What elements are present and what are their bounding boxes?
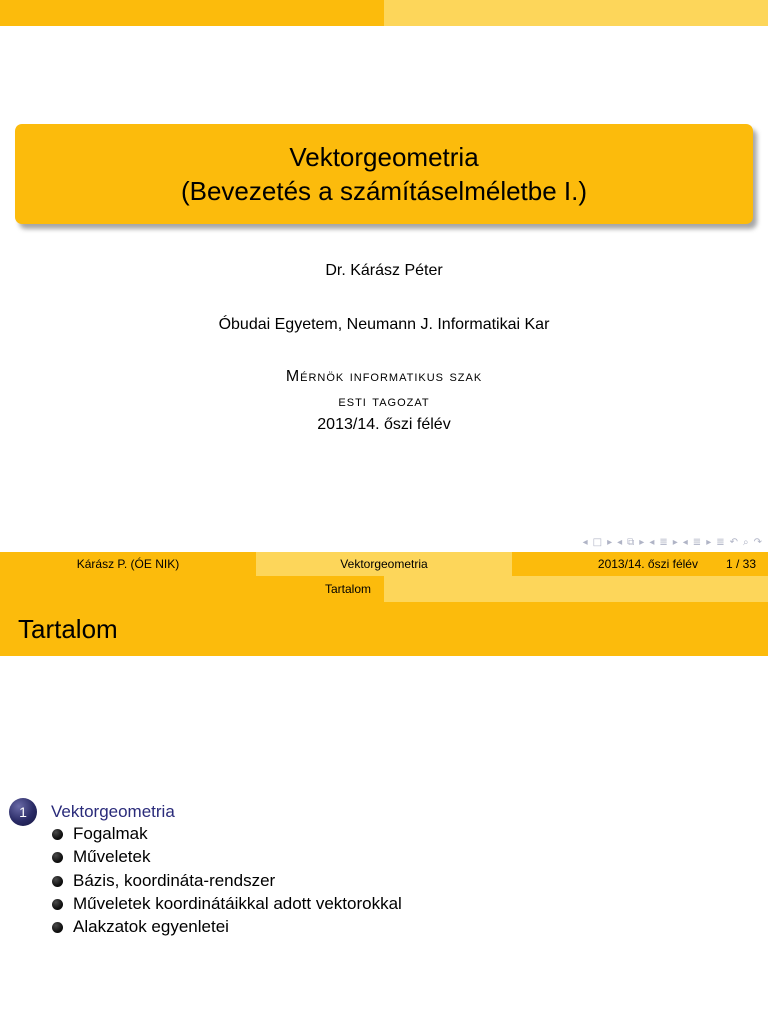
nav-search-icon[interactable]: ⌕ xyxy=(743,536,749,548)
top-header-strip xyxy=(0,0,768,26)
footer-title-box xyxy=(256,552,512,576)
nav-frame-icon[interactable]: ⧉ xyxy=(627,536,635,548)
bullet-icon xyxy=(52,829,63,840)
toc-section-item[interactable] xyxy=(9,798,175,826)
toc-subsection-item[interactable] xyxy=(0,916,768,939)
bullet-icon xyxy=(52,922,63,933)
bullet-icon xyxy=(52,876,63,887)
footer-date-box xyxy=(512,552,768,576)
bullet-icon xyxy=(52,899,63,910)
footer-page-number: 1 / 33 xyxy=(725,557,756,571)
header-strip-left xyxy=(0,0,384,26)
section-header-right xyxy=(384,576,768,602)
footer-title: Vektorgeometria xyxy=(340,557,428,571)
institute-name: Óbudai Egyetem, Neumann J. Informatikai Kar xyxy=(218,316,550,333)
nav-subsection-icon[interactable]: ≣ xyxy=(659,536,668,548)
slide-footer xyxy=(0,552,768,576)
nav-back-icon[interactable]: ↶ xyxy=(729,536,738,548)
presentation-title: Vektorgeometria xyxy=(289,142,479,172)
nav-next-section-icon[interactable]: ▸ xyxy=(706,536,712,548)
contents-slide xyxy=(0,552,768,1024)
toc-subsection-item[interactable] xyxy=(0,846,768,869)
program-name: Mérnök informatikus szak xyxy=(285,368,483,385)
section-header-label[interactable]: Tartalom xyxy=(324,582,371,596)
nav-section-icon[interactable]: ≣ xyxy=(692,536,702,548)
nav-appendix-icon[interactable]: ≣ xyxy=(716,536,725,548)
toc-subsection-title[interactable]: Alakzatok egyenletei xyxy=(73,917,229,936)
semester-date: 2013/14. őszi félév xyxy=(317,416,451,433)
footer-date: 2013/14. őszi félév xyxy=(597,557,698,571)
nav-next-subsection-icon[interactable]: ▸ xyxy=(672,536,678,548)
presentation-subtitle: (Bevezetés a számításelméletbe I.) xyxy=(180,176,588,206)
nav-prev-frame-icon[interactable]: ◂ xyxy=(617,536,623,548)
footer-author-box xyxy=(0,552,256,576)
nav-prev-subsection-icon[interactable]: ◂ xyxy=(649,536,655,548)
schedule-name: esti tagozat xyxy=(338,393,430,410)
section-header-left xyxy=(0,576,384,602)
toc-subsection-title[interactable]: Műveletek xyxy=(73,847,151,866)
toc-subsection-title[interactable]: Bázis, koordináta-rendszer xyxy=(73,871,276,890)
title-box xyxy=(15,124,753,224)
bullet-icon xyxy=(52,852,63,863)
frame-title: Tartalom xyxy=(0,602,768,656)
beamer-navigation-bar[interactable] xyxy=(583,534,762,550)
header-strip-right xyxy=(384,0,768,26)
nav-next-frame-icon[interactable]: ▸ xyxy=(639,536,645,548)
section-header-strip xyxy=(0,576,768,602)
nav-slide-icon[interactable]: □ xyxy=(592,536,603,548)
section-number-ball-icon: 1 xyxy=(9,798,37,826)
nav-prev-slide-icon[interactable]: ◂ xyxy=(582,536,588,548)
toc-subsection-item[interactable] xyxy=(0,870,768,893)
toc-subsection-item[interactable] xyxy=(0,893,768,916)
nav-forward-icon[interactable]: ↷ xyxy=(753,536,762,548)
toc-subsection-item[interactable] xyxy=(0,823,768,846)
footer-author: Kárász P. (ÓE NIK) xyxy=(76,557,180,571)
toc-subsection-title[interactable]: Fogalmak xyxy=(73,824,148,843)
toc-subsection-title[interactable]: Műveletek koordinátáikkal adott vektorokkal xyxy=(73,894,402,913)
nav-next-slide-icon[interactable]: ▸ xyxy=(607,536,613,548)
toc-section-title[interactable]: Vektorgeometria xyxy=(51,802,175,821)
nav-prev-section-icon[interactable]: ◂ xyxy=(682,536,688,548)
author-name: Dr. Kárász Péter xyxy=(325,262,443,279)
